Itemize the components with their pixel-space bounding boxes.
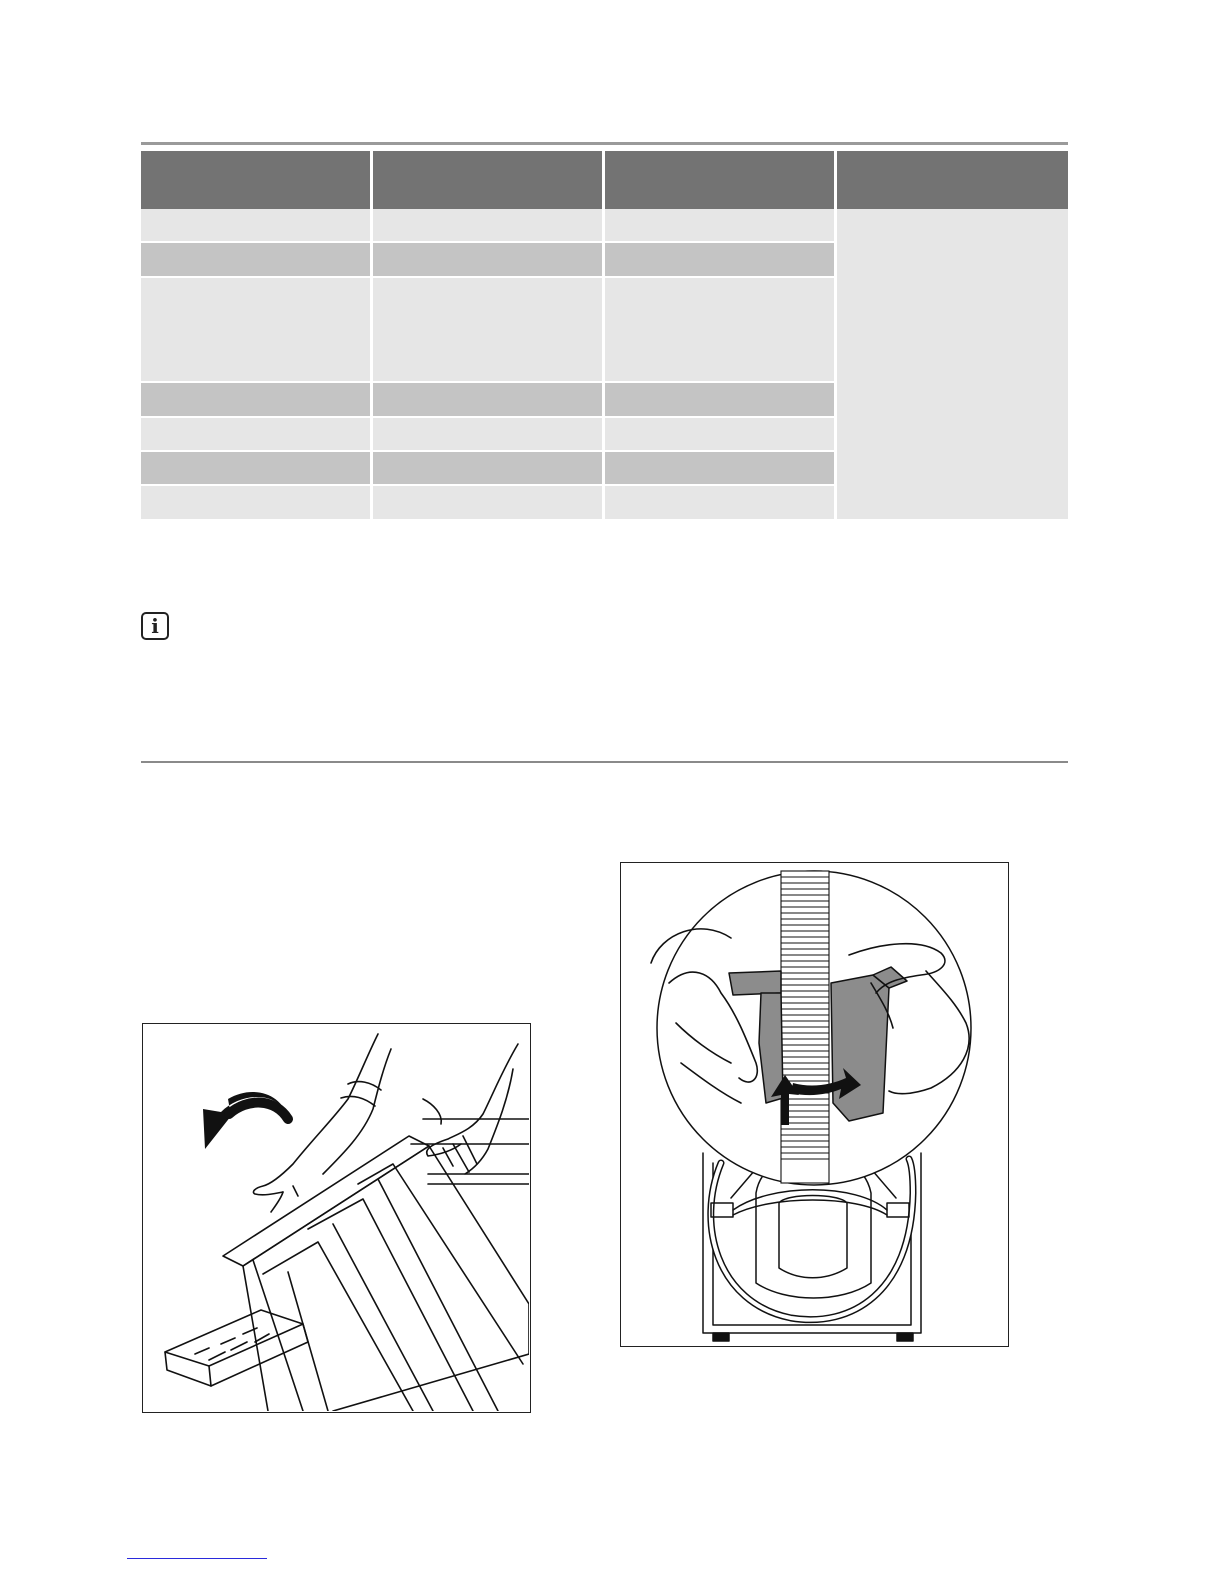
curved-arrow-left-icon [203,1092,288,1149]
table-cell [373,486,602,519]
table-cell [141,486,370,519]
tilt-appliance-illustration [142,1023,531,1413]
table-cell [605,486,834,519]
table-cell [141,243,370,276]
top-rule [141,142,1068,145]
table-cell [141,383,370,416]
section-rule [141,761,1068,763]
footer-rule [127,1558,267,1559]
table-cell [373,209,602,241]
table-cell [605,243,834,276]
data-table [141,151,1068,519]
table-cell [605,383,834,416]
table-cell [373,452,602,484]
table-cell [373,418,602,450]
table-cell [141,278,370,381]
table-merged-cell [837,209,1068,519]
info-icon: i [141,612,169,640]
table-header-cell [141,151,370,209]
table-header-cell [837,151,1068,209]
table-cell [605,452,834,484]
table-header-cell [373,151,602,209]
table-cell [373,383,602,416]
table-cell [605,209,834,241]
table-cell [605,418,834,450]
table-cell [605,278,834,381]
table-header-cell [605,151,834,209]
table-cell [373,278,602,381]
table-cell [141,209,370,241]
table-cell [141,452,370,484]
table-cell [373,243,602,276]
table-cell [141,418,370,450]
hose-clip-removal-illustration [620,862,1009,1347]
